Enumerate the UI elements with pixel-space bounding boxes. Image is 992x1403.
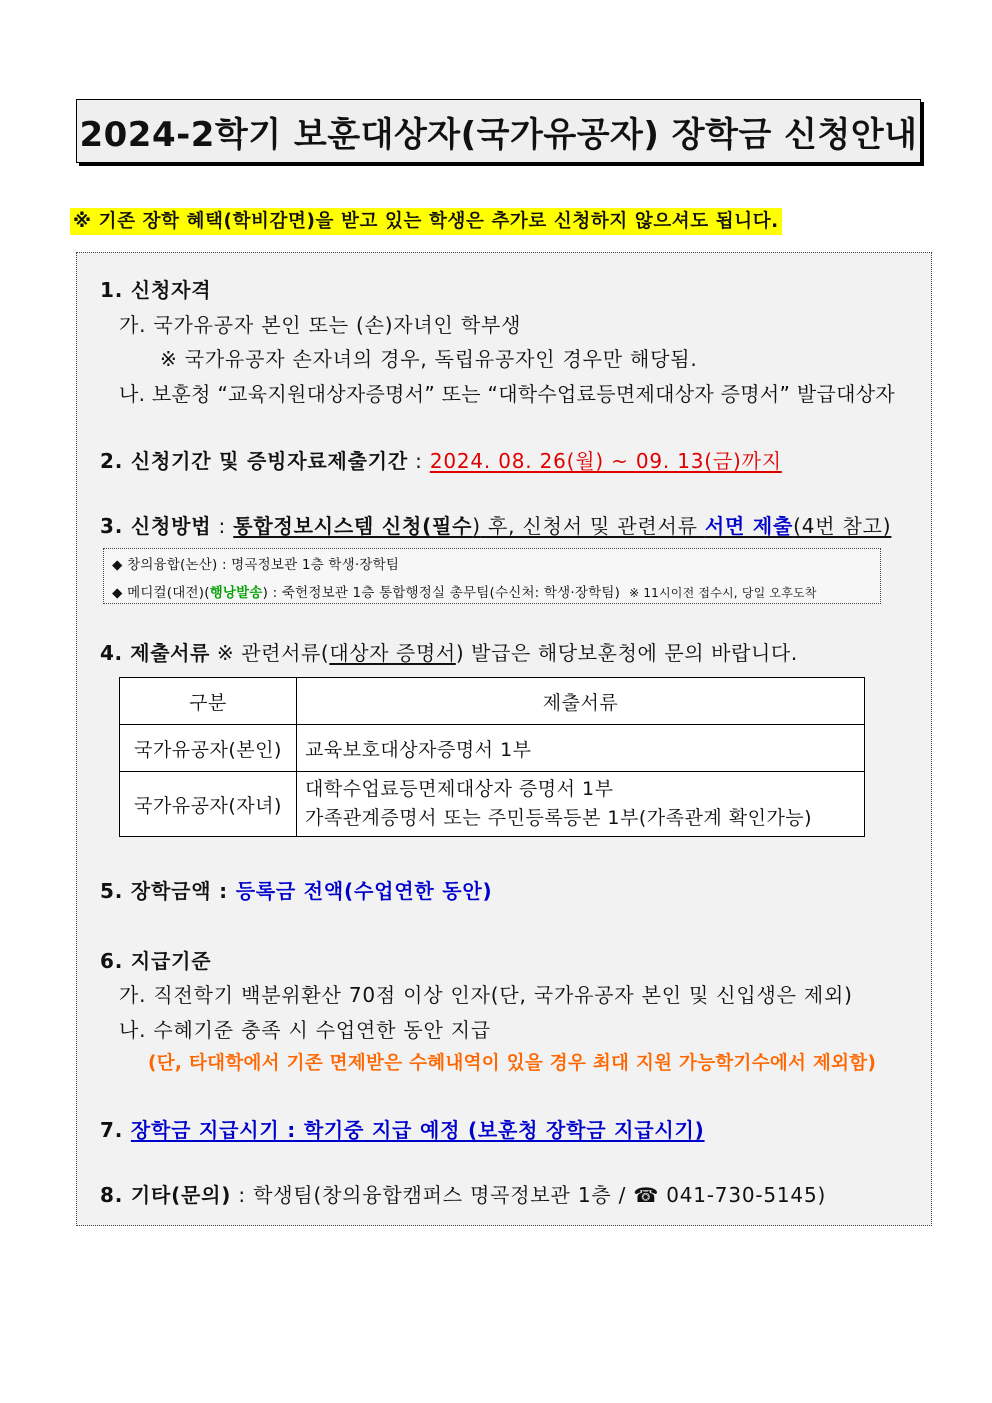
s5-value: 등록금 전액(수업연한 동안) <box>235 879 493 903</box>
s3-line <box>100 510 891 539</box>
s1-item-a-note: ※ 국가유공자 손자녀의 경우, 독립유공자인 경우만 해당됨. <box>160 347 698 371</box>
s3-item-nonsan: ◆ 창의융합(논산) : 명곡정보관 1층 학생·장학팀 <box>112 557 400 573</box>
table-cell-type: 국가유공자(자녀) <box>120 772 297 837</box>
table-header-row <box>120 678 865 725</box>
s1-item-a: 가. 국가유공자 본인 또는 (손)자녀인 학부생 <box>119 313 522 337</box>
s4-num: 4. <box>100 641 131 665</box>
s3-campus-box <box>103 548 881 604</box>
notice-banner: ※ 기존 장학 혜택(학비감면)을 받고 있는 학생은 추가로 신청하지 않으셔도 됩니다. <box>70 208 782 235</box>
s8-text: : 학생팀(창의융합캠퍼스 명곡정보관 1층 / <box>231 1183 634 1207</box>
s3-submit: 서면 제출 <box>704 514 794 538</box>
s6-item-a: 가. 직전학기 백분위환산 70점 이상 인자(단, 국가유공자 본인 및 신입생은 제외) <box>119 983 853 1007</box>
table-cell-docs <box>297 772 865 837</box>
s7-line <box>100 1114 705 1143</box>
s3-mid: 후, 신청서 및 관련서류 <box>480 514 705 538</box>
s5-heading: 5. 장학금액 : <box>100 879 236 903</box>
s8-phone: 041-730-5145) <box>659 1183 827 1207</box>
s4-note-pre: ※ 관련서류( <box>209 641 330 665</box>
s1-item-b: 나. 보훈청 “교육지원대상자증명서” 또는 “대학수업료등면제대상자 증명서” 발급대상자 <box>119 382 895 406</box>
s3-item2-note: ※ 11시이전 접수시, 당일 오후도착 <box>629 586 817 600</box>
table-cell-doc-line: 가족관계증명서 또는 주민등록등본 1부(가족관계 확인가능) <box>305 807 813 829</box>
s4-heading: 제출서류 <box>130 641 210 665</box>
s3-heading: 신청방법 <box>130 514 212 538</box>
s3-item2-pre: ◆ 메디컬(대전)( <box>112 585 210 601</box>
s4-note-u: 대상자 증명서 <box>329 641 456 665</box>
s8-line <box>100 1179 826 1208</box>
s6-item-b: 나. 수혜기준 충족 시 수업연한 동안 지급 <box>119 1018 492 1042</box>
s3-system: 통합정보시스템 신청(필수 <box>233 514 473 538</box>
s3-item2-mid: ) : 죽헌정보관 1층 통합행정실 총무팀(수신처: 학생·장학팀) <box>262 585 621 601</box>
page-title: 2024-2학기 보훈대상자(국가유공자) 장학금 신청안내 <box>76 99 921 163</box>
s3-item-daejeon <box>112 581 817 601</box>
table-row <box>120 725 865 772</box>
s3-item2-green: 행낭발송 <box>209 585 263 601</box>
s4-line <box>100 637 798 666</box>
docs-table <box>119 677 865 837</box>
table-row <box>120 772 865 837</box>
s3-tail: (4번 참고) <box>793 514 892 538</box>
s1-heading: 1. 신청자격 <box>100 278 212 302</box>
s3-sep: : <box>211 514 234 538</box>
s5-line <box>100 875 492 904</box>
s3-num: 3. <box>100 514 131 538</box>
table-cell-type: 국가유공자(본인) <box>120 725 297 772</box>
s6-note: (단, 타대학에서 기존 면제받은 수혜내역이 있을 경우 최대 지원 가능학기수에서 제외함) <box>148 1053 877 1074</box>
s2-sep: : <box>407 449 430 473</box>
s3-system-close: ) <box>472 514 481 538</box>
s6-heading: 6. 지급기준 <box>100 949 212 973</box>
s7-num: 7. <box>100 1118 131 1142</box>
s7-text: 장학금 지급시기 : 학기중 지급 예정 (보훈청 장학금 지급시기) <box>130 1118 705 1142</box>
s8-heading: 8. 기타(문의) <box>100 1183 232 1207</box>
table-cell-docs: 교육보호대상자증명서 1부 <box>297 725 865 772</box>
table-header-type: 구분 <box>120 678 297 725</box>
s2-line <box>100 445 782 474</box>
s4-note-post: ) 발급은 해당보훈청에 문의 바랍니다. <box>455 641 798 665</box>
table-header-docs: 제출서류 <box>297 678 865 725</box>
table-cell-doc-line: 대학수업료등면제대상자 증명서 1부 <box>305 778 614 800</box>
s2-heading: 2. 신청기간 및 증빙자료제출기간 <box>100 449 408 473</box>
s2-period: 2024. 08. 26(월) ~ 09. 13(금)까지 <box>429 449 782 473</box>
phone-icon: ☎ <box>633 1183 660 1207</box>
